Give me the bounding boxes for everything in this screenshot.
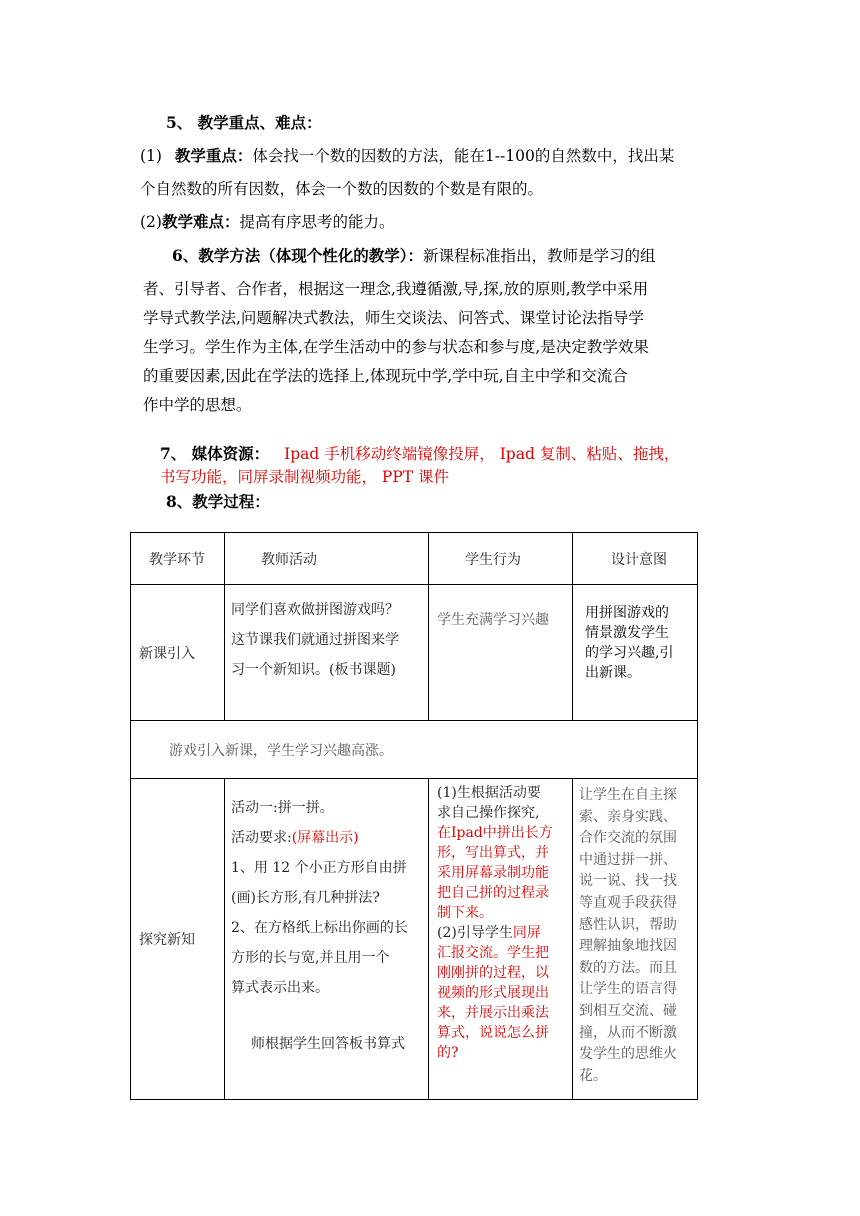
student-step1-red-line: 在Ipad中拼出长方 (437, 825, 553, 841)
stage-intro-label: 新课引入 (139, 645, 195, 662)
key-point-text1: 体会找一个数的因数的方法，能在1--100的自然数中，找出某 (252, 147, 675, 165)
intent-explore-line: 索、亲身实践、 (579, 808, 677, 825)
section6-line-3: 生学习。学生作为主体,在学生活动中的参与状态和参与度,是决定教学效果 (143, 338, 649, 356)
student-step2-label: (2)引导学生 (437, 925, 513, 941)
key-point-line1 (140, 146, 674, 166)
header-teacher: 教师活动 (225, 533, 429, 585)
media-resources-line2: 书写功能，同屏录制视频功能， PPT 课件 (160, 468, 450, 486)
activity-title: 活动一:拼一拼。 (231, 800, 334, 816)
intent-explore-line: 撞，从而不断激 (579, 1024, 677, 1041)
intent-explore-line: 让学生在自主探 (579, 787, 677, 803)
teacher-footer: 师根据学生回答板书算式 (251, 1036, 405, 1052)
header-stage: 教学环节 (131, 533, 225, 585)
section6-line-5: 作中学的思想。 (143, 396, 252, 414)
student-explore (429, 779, 573, 1100)
section6-heading: 6、教学方法（体现个性化的教学）： (172, 246, 424, 265)
difficulty-marker: (2) (140, 213, 162, 231)
student-step2-red-line: 刚刚拼的过程，以 (437, 965, 549, 981)
section7-line1 (160, 444, 679, 464)
student-step2-line (437, 923, 572, 943)
intent-explore-line: 说一说、找一找 (579, 873, 677, 890)
summary-row (131, 721, 698, 779)
teaching-process-table (130, 532, 698, 1100)
teacher-intro-line: 同学们喜欢做拼图游戏吗？ (231, 602, 399, 618)
student-step1-red-line: 采用屏幕录制功能 (437, 865, 549, 881)
media-resources-line1: Ipad 手机移动终端镜像投屏， Ipad 复制、粘贴、拖拽， (284, 445, 680, 463)
section6-line-2: 学导式教学法,问题解决式教法，师生交谈法、问答式、课堂讨论法指导学 (143, 309, 644, 327)
intent-explore-line: 发学生的思维火 (579, 1046, 677, 1063)
intent-explore-line: 让学生的语言得 (579, 981, 677, 998)
stage-intro (131, 585, 225, 721)
student-step2-red-line: 算式，说说怎么拼 (437, 1025, 549, 1041)
activity-line: 2、在方格纸上标出你画的长 (231, 920, 408, 936)
intent-explore-line: 花。 (579, 1067, 607, 1084)
student-step1-line: 求自己操作探究, (437, 805, 540, 821)
teacher-intro (225, 585, 429, 721)
table-header-row (131, 533, 698, 585)
intent-explore-line: 等直观手段获得 (579, 894, 677, 911)
section8-heading: 8、教学过程： (166, 492, 270, 511)
difficulty-label: 教学难点： (161, 212, 240, 231)
table-row (131, 721, 698, 779)
summary-text: 游戏引入新课，学生学习兴趣高涨。 (169, 742, 393, 759)
student-step2-red: 同屏 (512, 925, 541, 941)
teacher-explore (225, 779, 429, 1100)
student-step1-red-line: 制下来。 (437, 905, 493, 921)
key-point-label: 教学重点： (174, 146, 253, 165)
stage-explore-label: 探究新知 (139, 932, 195, 948)
intent-explore (573, 779, 698, 1100)
section7-heading: 7、 媒体资源： (160, 444, 270, 463)
table-row (131, 585, 698, 721)
difficulty-line (140, 212, 395, 232)
section6-line-0: 新课程标准指出，教师是学习的组 (423, 247, 656, 265)
table-row (131, 779, 698, 1100)
intent-intro-line: 的学习兴趣,引 (585, 645, 674, 661)
student-step1-red-line: 形，写出算式，并 (437, 845, 549, 861)
student-step2-red-line: 来，并展示出乘法 (437, 1005, 549, 1021)
key-point-text2: 个自然数的所有因数，体会一个数的因数的个数是有限的。 (140, 180, 544, 198)
student-step1-red-line: 把自己拼的过程录 (437, 885, 549, 901)
key-point-marker: (1) (140, 147, 162, 165)
header-intent: 设计意图 (573, 533, 698, 585)
intent-explore-line: 数的方法。而且 (579, 959, 677, 976)
section6-line-1: 者、引导者、合作者，根据这一理念,我遵循激,导,探,放的原则,教学中采用 (143, 280, 649, 298)
section6-line-4: 的重要因素,因此在学法的选择上,体现玩中学,学中玩,自主中学和交流合 (143, 367, 628, 385)
difficulty-text: 提高有序思考的能力。 (239, 213, 395, 231)
activity-requirement-label: 活动要求: (231, 830, 292, 846)
activity-requirement-note: (屏幕出示) (291, 830, 359, 846)
activity-line: 方形的长与宽,并且用一个 (231, 950, 390, 966)
intent-intro-line: 用拼图游戏的 (585, 605, 669, 621)
intent-explore-line: 到相互交流、碰 (579, 1002, 677, 1019)
activity-requirement (231, 823, 428, 853)
header-student: 学生行为 (429, 533, 573, 585)
activity-line: (画)长方形,有几种拼法? (231, 890, 380, 906)
activity-line: 1、用 12 个小正方形自由拼 (231, 860, 407, 876)
student-step2-red-line: 的? (437, 1045, 459, 1061)
section6-body (143, 275, 725, 420)
teacher-intro-line: 这节课我们就通过拼图来学 (231, 632, 399, 648)
intent-intro-line: 情景激发学生 (585, 625, 669, 641)
activity-line: 算式表示出来。 (231, 980, 329, 996)
student-intro-text: 学生充满学习兴趣 (437, 612, 549, 628)
student-step2-red-line: 视频的形式展现出 (437, 985, 549, 1001)
intent-intro-line: 出新课。 (585, 665, 641, 681)
student-intro (429, 585, 573, 721)
student-step2-red-line: 汇报交流。学生把 (437, 945, 549, 961)
intent-intro (573, 585, 698, 721)
intent-explore-line: 感性认识，帮助 (579, 916, 677, 933)
teacher-intro-line: 习一个新知识。(板书课题) (231, 662, 396, 678)
student-step1-line: (1)生根据活动要 (437, 785, 541, 801)
section5-heading: 5、 教学重点、难点： (166, 113, 322, 132)
stage-explore (131, 779, 225, 1100)
section6-first-line (172, 246, 656, 266)
intent-explore-line: 合作交流的氛围 (579, 830, 677, 847)
intent-explore-line: 理解抽象地找因 (579, 938, 677, 955)
intent-explore-line: 中通过拼一拼、 (579, 851, 677, 868)
